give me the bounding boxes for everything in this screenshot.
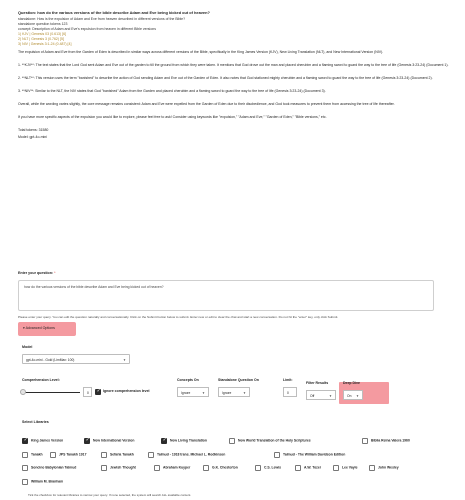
checkbox-icon[interactable]	[274, 452, 280, 458]
library-option[interactable]: ✓ New International Version	[84, 438, 134, 446]
checkbox-icon[interactable]	[255, 465, 261, 471]
concepts-label: Concepts On	[177, 378, 199, 382]
library-option[interactable]: JPS Tanakh 1917	[50, 452, 86, 460]
standalone-value: Ignore	[222, 390, 232, 395]
library-option[interactable]: G.K. Chesterton	[203, 465, 238, 473]
library-option[interactable]: C.S. Lewis	[255, 465, 281, 473]
checkbox-icon[interactable]	[161, 438, 167, 444]
library-option[interactable]: Talmud - 1918 trans. Michael L. Rodkinson	[148, 452, 225, 460]
deep-dive-value: On	[347, 393, 352, 398]
required-mark: *	[54, 271, 56, 275]
library-option[interactable]: ✓King James Version	[22, 438, 63, 446]
checkbox-icon[interactable]	[22, 479, 28, 485]
checkbox-icon[interactable]	[362, 438, 368, 444]
checkbox-icon[interactable]	[295, 465, 301, 471]
answer-intro: The expulsion of Adam and Eve from the Garden of Eden is described in similar ways across different versions of the Bible, specifically in the King James Version (KJV), New Living Translation (NLT), and New International Version (NIV).	[18, 49, 384, 54]
model-used: Model: gpt-4o-mini	[18, 134, 47, 139]
standalone-label: Standalone Question On	[218, 378, 259, 382]
ignore-comprehension-checkbox[interactable]	[95, 389, 101, 395]
checkbox-icon[interactable]	[50, 452, 56, 458]
question-heading: Question: how do the various versions of the bible describe Adam and Eve being kicked out of heaven?	[18, 10, 210, 15]
question-hint: Please enter your query. You can edit the question naturally and conversationally. Click on the Submit button below to submit. Enter new or edit to clear the chat and start a new conversation. Do not hit the "enter" key, only click Submit.	[18, 315, 339, 319]
ignore-comprehension-label: Ignore comprehension level	[103, 389, 150, 393]
library-option[interactable]: Lee Vayle	[333, 465, 357, 473]
total-tokens: Total tokens: 31580	[18, 127, 49, 132]
checkbox-icon[interactable]	[22, 438, 28, 444]
checkbox-icon[interactable]	[154, 465, 160, 471]
comprehension-label: Comprehension Level:	[22, 378, 60, 382]
limit-label: Limit:	[283, 378, 293, 382]
concept-line: concept: Description of Adam and Eve's expulsion from heaven in different Bible versions	[18, 27, 156, 32]
checkbox-icon[interactable]	[101, 465, 107, 471]
concepts-value: Ignore	[181, 390, 191, 395]
chevron-down-icon: ▼	[243, 391, 246, 395]
deep-dive-label: Deep Dive	[343, 381, 360, 385]
model-select[interactable]	[22, 354, 130, 364]
filter-value: Off	[310, 393, 315, 398]
question-input[interactable]: how do the various versions of the bible describe Adam and Eve being kicked out of heaven?	[18, 280, 434, 311]
checkbox-icon[interactable]	[22, 452, 28, 458]
checkbox-icon[interactable]	[101, 452, 107, 458]
comprehension-value[interactable]: 0	[83, 387, 92, 397]
library-option[interactable]: ✓ New Living Translation	[161, 438, 207, 446]
library-option[interactable]: Soncino Babylonian Talmud	[22, 465, 76, 473]
concepts-select[interactable]	[177, 387, 209, 397]
library-option[interactable]: John Wesley	[369, 465, 399, 473]
checkbox-icon[interactable]	[148, 452, 154, 458]
libraries-footnote: Tick the checkbox for relevant libraries to narrow your query. If none selected, the system will search ALL available content.	[28, 493, 192, 497]
question-label-row	[18, 271, 56, 276]
answer-followup: If you have more specific aspects of the expulsion you would like to explore, please feel free to ask! Consider using keywords like "expulsion," "Adam and Eve," "Garden of Eden," "Bible versions," etc.	[18, 114, 327, 119]
chevron-down-icon: ▼	[202, 391, 205, 395]
reference-link[interactable]: 3) NIV | Genesis 3:1-24 (0.487) [4]	[18, 42, 72, 47]
chevron-down-icon: ▼	[356, 394, 359, 398]
library-option[interactable]: Sefaria Tanakh	[101, 452, 134, 460]
chevron-down-icon: ▼	[123, 358, 126, 362]
checkbox-icon[interactable]	[369, 465, 375, 471]
standalone-select[interactable]	[218, 387, 250, 397]
library-option[interactable]: Biblia Reina Valera 1960	[362, 438, 410, 446]
checkbox-icon[interactable]	[333, 465, 339, 471]
comprehension-slider-handle[interactable]	[20, 389, 26, 395]
reference-link[interactable]: 1) KJV | Genesis 03 (0.613) [6]	[18, 32, 66, 37]
standalone-line: standalone: How is the expulsion of Adam and Eve from heaven described in different versions of the Bible?	[18, 17, 186, 22]
filter-select[interactable]	[306, 390, 336, 400]
reference-link[interactable]: 2) NLT | Genesis 3 (0.762) [5]	[18, 37, 64, 42]
checkbox-icon[interactable]	[22, 465, 28, 471]
question-label: Enter your question:	[18, 271, 54, 275]
library-option[interactable]: Abraham Kuyper	[154, 465, 190, 473]
libraries-title: Select Libraries	[22, 420, 49, 424]
answer-overall: Overall, while the wording varies slightly, the core message remains consistent: Adam and Eve were expelled from the Garden of Eden due to their disobedience, and God took measures to prevent them from accessing the tree of life thereafter.	[18, 101, 395, 106]
limit-input[interactable]: 0	[283, 387, 297, 397]
model-label: Model	[22, 345, 33, 349]
standalone-tokens: standalone question tokens 123	[18, 22, 68, 27]
library-option[interactable]: Jewish Thought	[101, 465, 136, 473]
checkbox-icon[interactable]	[84, 438, 90, 444]
chevron-down-icon: ▼	[329, 394, 332, 398]
checkbox-icon[interactable]	[203, 465, 209, 471]
comprehension-slider-track[interactable]	[22, 392, 80, 393]
deep-dive-select[interactable]	[343, 390, 363, 400]
answer-panel	[18, 10, 450, 140]
filter-label: Filter Results	[306, 381, 329, 385]
model-select-value: gpt-4o-mini - Gold (LimMax: 100)	[26, 357, 75, 362]
answer-point-nlt: 2. **NLT**: This version uses the term "banished" to describe the action of God sending Adam and Eve out of the Garden of Eden. It also notes that God stationed mighty cherubim and a flaming sword to guard the way to the tree of life (Genesis 3:23-24) (Document 2).	[18, 75, 433, 80]
answer-point-niv: 3. **NIV**: Similar to the NLT, the NIV states that God "banished" Adam from the Garden and placed cherubim and a flaming sword to guard the way to the tree of life (Genesis 3:23-24) (Document 3).	[18, 88, 326, 93]
advanced-options-button[interactable]: ▾ Advanced Options	[18, 322, 76, 336]
library-option[interactable]: A.W. Tozer	[295, 465, 321, 473]
library-option[interactable]: Tanakh	[22, 452, 43, 460]
answer-point-kjv: 1. **KJV**: The text states that the Lord God sent Adam and Eve out of the garden to till the ground from which they were taken. It mentions that God drove out the man and placed cherubim and a flaming sword to guard the way to the tree of life (Genesis 3:23-24) (Document 1).	[18, 62, 449, 67]
library-option[interactable]: William M. Branham	[22, 479, 63, 487]
checkbox-icon[interactable]	[229, 438, 235, 444]
library-option[interactable]: Talmud - The William Davidson Edition	[274, 452, 345, 460]
library-option[interactable]: New World Translation of the Holy Scriptures	[229, 438, 311, 446]
